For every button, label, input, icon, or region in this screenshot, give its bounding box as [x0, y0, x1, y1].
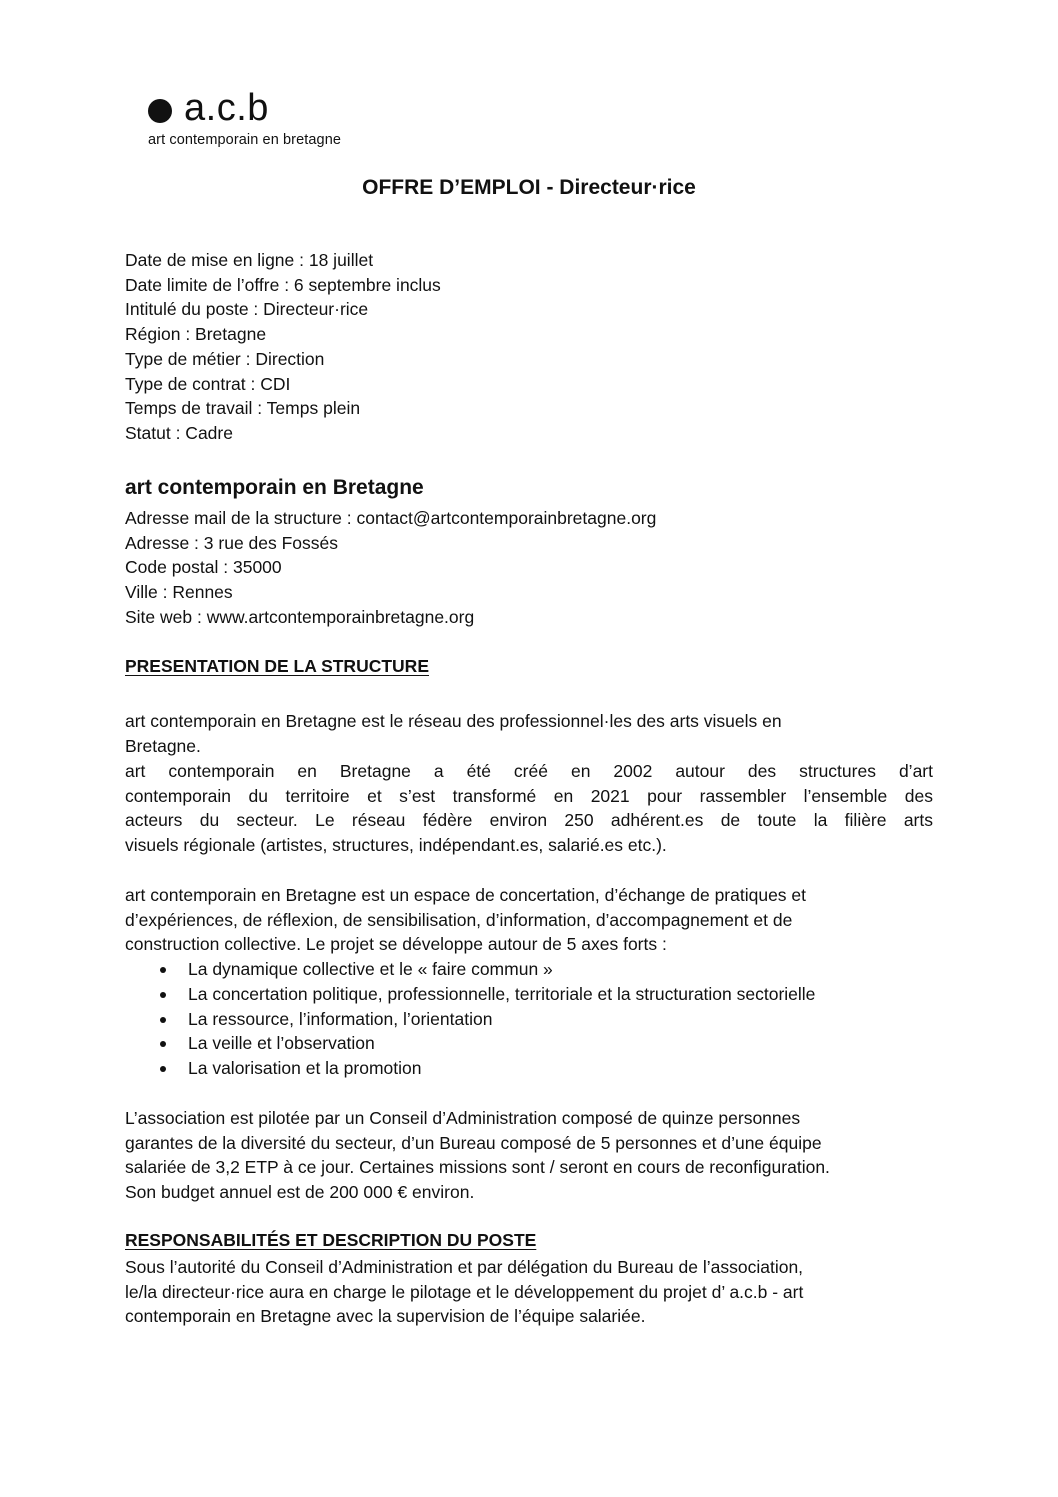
acb-logo — [148, 86, 341, 148]
page-title — [0, 176, 1058, 200]
detail-contract: Type de contrat : CDI — [125, 373, 291, 394]
logo-subtitle: art contemporain en bretagne — [148, 132, 342, 148]
paragraph-line: garantes de la diversité du secteur, d’un Bureau composé de 5 personnes et d’une équipe — [125, 1132, 822, 1153]
paragraph-line: construction collective. Le projet se développe autour de 5 axes forts : — [125, 934, 667, 955]
organization-name: art contemporain en Bretagne — [125, 476, 424, 499]
detail-deadline: Date limite de l’offre : 6 septembre inclus — [125, 274, 441, 295]
paragraph-line: le/la directeur·rice aura en charge le pilotage et le développement du projet d’ a.c.b - art — [125, 1281, 804, 1302]
responsibilities-heading: RESPONSABILITÉS ET DESCRIPTION DU POSTE — [125, 1230, 537, 1250]
presentation-paragraph-3 — [125, 883, 933, 1081]
paragraph-line: contemporain du territoire et s’est transformé en 2021 pour rassembler l’ensemble des — [125, 785, 933, 806]
list-item: La dynamique collective et le « faire commun » — [125, 957, 933, 982]
list-item: La valorisation et la promotion — [125, 1056, 933, 1081]
org-postal-code: Code postal : 35000 — [125, 557, 282, 578]
axes-list — [125, 957, 933, 1081]
paragraph-line: Bretagne. — [125, 735, 201, 756]
presentation-paragraph-1 — [125, 709, 933, 758]
list-item: La ressource, l’information, l’orientation — [125, 1007, 933, 1032]
list-item: La veille et l’observation — [125, 1031, 933, 1056]
paragraph-line: d’expériences, de réflexion, de sensibilisation, d’information, d’accompagnement et de — [125, 909, 793, 930]
paragraph-line: art contemporain en Bretagne est le réseau des professionnel·les des arts visuels en — [125, 711, 782, 731]
org-website: Site web : www.artcontemporainbretagne.org — [125, 606, 475, 627]
list-item: La concertation politique, professionnelle, territoriale et la structuration sectorielle — [125, 982, 933, 1007]
presentation-paragraph-4 — [125, 1106, 933, 1205]
presentation-heading: PRESENTATION DE LA STRUCTURE — [125, 656, 429, 676]
detail-status: Statut : Cadre — [125, 422, 233, 443]
org-email: Adresse mail de la structure : contact@artcontemporainbretagne.org — [125, 508, 657, 528]
detail-job-title: Intitulé du poste : Directeur·rice — [125, 299, 369, 320]
paragraph-line: contemporain en Bretagne avec la supervision de l’équipe salariée. — [125, 1306, 646, 1327]
paragraph-line: visuels régionale (artistes, structures, indépendant.es, salarié.es etc.). — [125, 835, 667, 856]
organization-contact — [125, 506, 933, 630]
logo-dot-icon — [148, 99, 172, 123]
paragraph-line: L’association est pilotée par un Conseil d’Administration composé de quinze personnes — [125, 1108, 801, 1128]
responsibilities-paragraph — [125, 1255, 933, 1329]
presentation-paragraph-2 — [125, 759, 933, 858]
detail-work-time: Temps de travail : Temps plein — [125, 398, 361, 419]
detail-date-online: Date de mise en ligne : 18 juillet — [125, 250, 374, 270]
paragraph-line: acteurs du secteur. Le réseau fédère environ 250 adhérent.es de toute la filière arts — [125, 810, 933, 831]
page-title-text: OFFRE D’EMPLOI - Directeur·rice — [362, 176, 696, 199]
org-address: Adresse : 3 rue des Fossés — [125, 532, 339, 553]
paragraph-line: Son budget annuel est de 200 000 € environ. — [125, 1182, 475, 1203]
detail-region: Région : Bretagne — [125, 324, 267, 345]
org-city: Ville : Rennes — [125, 582, 233, 603]
logo-name: a.c.b — [184, 87, 269, 129]
paragraph-line: art contemporain en Bretagne est un espace de concertation, d’échange de pratiques et — [125, 885, 807, 905]
paragraph-line: art contemporain en Bretagne a été créé en 2002 autour des structures d’art — [125, 761, 933, 781]
job-details — [125, 248, 933, 446]
paragraph-line: Sous l’autorité du Conseil d’Administration et par délégation du Bureau de l’association, — [125, 1257, 804, 1277]
paragraph-line: salariée de 3,2 ETP à ce jour. Certaines missions sont / seront en cours de reconfiguration. — [125, 1157, 830, 1178]
detail-job-type: Type de métier : Direction — [125, 348, 325, 369]
